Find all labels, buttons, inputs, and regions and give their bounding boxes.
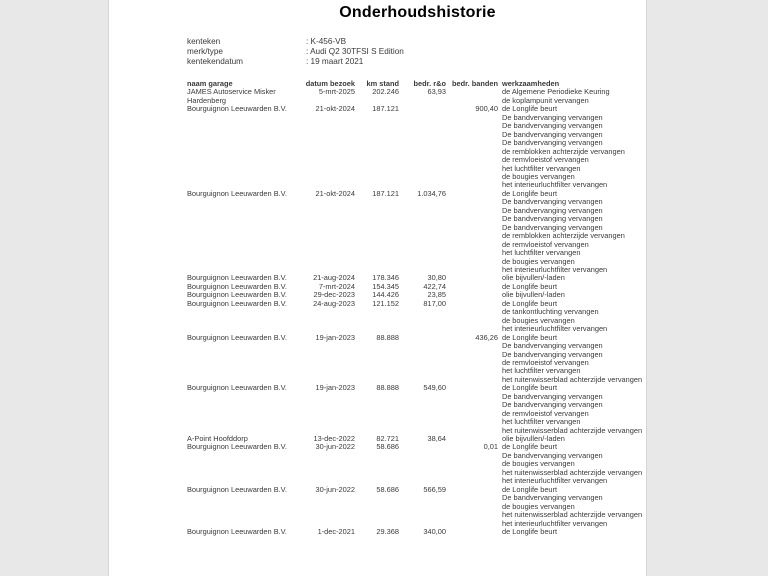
work-items bbox=[502, 300, 647, 334]
table-row bbox=[187, 105, 647, 190]
kentekendatum-label: kentekendatum bbox=[187, 57, 243, 66]
work-item: de bougies vervangen bbox=[502, 256, 575, 266]
work-item: de remvloeistof vervangen bbox=[502, 357, 589, 367]
visit-date: 5-mrt-2025 bbox=[318, 87, 355, 97]
garage-name: Bourguignon Leeuwarden B.V. bbox=[187, 290, 287, 300]
garage-name: Bourguignon Leeuwarden B.V. bbox=[187, 188, 287, 198]
amount-ro: 23,85 bbox=[427, 290, 446, 300]
kentekendatum-value: : 19 maart 2021 bbox=[306, 57, 364, 66]
km-reading: 82.721 bbox=[376, 434, 399, 444]
work-item: De bandvervanging vervangen bbox=[502, 450, 603, 460]
amount-banden: 900,40 bbox=[475, 104, 498, 114]
amount-ro: 38,64 bbox=[427, 434, 446, 444]
work-item: de Longlife beurt bbox=[502, 104, 558, 114]
work-item: De bandvervanging vervangen bbox=[502, 349, 603, 359]
work-item: de koplampunit vervangen bbox=[502, 95, 589, 105]
visit-date: 21-aug-2024 bbox=[313, 273, 355, 283]
km-reading: 144.426 bbox=[372, 290, 399, 300]
amount-ro: 817,00 bbox=[423, 298, 446, 308]
work-item: het ruitenwisserblad achterzijde vervangen bbox=[502, 467, 643, 477]
garage-name: Bourguignon Leeuwarden B.V. bbox=[187, 281, 287, 291]
km-reading: 58.686 bbox=[376, 484, 399, 494]
info-row-merktype bbox=[187, 47, 647, 57]
work-items bbox=[502, 528, 647, 536]
visit-date: 1-dec-2021 bbox=[317, 527, 355, 537]
maintenance-history-table bbox=[187, 80, 647, 536]
km-reading: 202.246 bbox=[372, 87, 399, 97]
km-reading: 29.368 bbox=[376, 527, 399, 537]
work-item: olie bijvullen/-laden bbox=[502, 290, 565, 300]
table-row bbox=[187, 443, 647, 485]
work-item: het luchtfilter vervangen bbox=[502, 163, 581, 173]
table-body bbox=[187, 88, 647, 536]
work-item: het interieurluchtfilter vervangen bbox=[502, 518, 608, 528]
table-row bbox=[187, 384, 647, 435]
work-item: De bandvervanging vervangen bbox=[502, 121, 603, 131]
work-item: de remvloeistof vervangen bbox=[502, 155, 589, 165]
header-datum-bezoek: datum bezoek bbox=[305, 79, 355, 88]
amount-banden: 0,01 bbox=[483, 442, 498, 452]
km-reading: 88.888 bbox=[376, 332, 399, 342]
work-item: De bandvervanging vervangen bbox=[502, 197, 603, 207]
visit-date: 30-jun-2022 bbox=[315, 442, 355, 452]
garage-name: Bourguignon Leeuwarden B.V. bbox=[187, 383, 287, 393]
document-page bbox=[108, 0, 647, 576]
visit-date: 24-aug-2023 bbox=[313, 298, 355, 308]
amount-ro: 30,80 bbox=[427, 273, 446, 283]
work-item: de Longlife beurt bbox=[502, 281, 558, 291]
amount-ro: 63,93 bbox=[427, 87, 446, 97]
km-reading: 58.686 bbox=[376, 442, 399, 452]
garage-name: JAMES Autoservice Misker Hardenberg bbox=[187, 87, 276, 105]
amount-ro: 422,74 bbox=[423, 281, 446, 291]
visit-date: 19-jan-2023 bbox=[315, 383, 355, 393]
visit-date: 29-dec-2023 bbox=[313, 290, 355, 300]
work-item: De bandvervanging vervangen bbox=[502, 112, 603, 122]
visit-date: 21-okt-2024 bbox=[315, 104, 355, 114]
work-item: De bandvervanging vervangen bbox=[502, 341, 603, 351]
work-item: de bougies vervangen bbox=[502, 501, 575, 511]
merktype-value: : Audi Q2 30TFSI S Edition bbox=[306, 47, 404, 56]
work-item: het ruitenwisserblad achterzijde vervangen bbox=[502, 510, 643, 520]
km-reading: 187.121 bbox=[372, 104, 399, 114]
work-item: het interieurluchtfilter vervangen bbox=[502, 324, 608, 334]
work-item: De bandvervanging vervangen bbox=[502, 493, 603, 503]
work-items bbox=[502, 384, 647, 435]
garage-name: Bourguignon Leeuwarden B.V. bbox=[187, 298, 287, 308]
work-item: de remblokken achterzijde vervangen bbox=[502, 146, 625, 156]
visit-date: 7-mrt-2024 bbox=[318, 281, 355, 291]
garage-name: Bourguignon Leeuwarden B.V. bbox=[187, 484, 287, 494]
work-item: het interieurluchtfilter vervangen bbox=[502, 180, 608, 190]
kenteken-value: : K-456-VB bbox=[306, 37, 347, 46]
merktype-label: merk/type bbox=[187, 47, 223, 56]
work-item: De bandvervanging vervangen bbox=[502, 214, 603, 224]
work-item: de Longlife beurt bbox=[502, 442, 558, 452]
header-bedr-ro: bedr. r&o bbox=[413, 79, 446, 88]
garage-name: Bourguignon Leeuwarden B.V. bbox=[187, 332, 287, 342]
work-item: De bandvervanging vervangen bbox=[502, 205, 603, 215]
km-reading: 88.888 bbox=[376, 383, 399, 393]
work-items bbox=[502, 105, 647, 190]
work-items bbox=[502, 443, 647, 485]
work-item: de Longlife beurt bbox=[502, 484, 558, 494]
visit-date: 19-jan-2023 bbox=[315, 332, 355, 342]
table-row bbox=[187, 300, 647, 334]
visit-date: 21-okt-2024 bbox=[315, 188, 355, 198]
header-werkzaamheden: werkzaamheden bbox=[502, 79, 560, 88]
km-reading: 187.121 bbox=[372, 188, 399, 198]
page-title: Onderhoudshistorie bbox=[339, 4, 496, 21]
work-item: het luchtfilter vervangen bbox=[502, 248, 581, 258]
visit-date: 30-jun-2022 bbox=[315, 484, 355, 494]
work-items bbox=[502, 334, 647, 385]
work-item: de remblokken achterzijde vervangen bbox=[502, 231, 625, 241]
vehicle-info bbox=[187, 37, 647, 67]
work-item: de tankontluchting vervangen bbox=[502, 307, 599, 317]
table-row bbox=[187, 88, 647, 105]
work-items bbox=[502, 190, 647, 275]
work-item: de remvloeistof vervangen bbox=[502, 239, 589, 249]
km-reading: 178.346 bbox=[372, 273, 399, 283]
work-item: De bandvervanging vervangen bbox=[502, 129, 603, 139]
km-reading: 121.152 bbox=[372, 298, 399, 308]
work-item: De bandvervanging vervangen bbox=[502, 138, 603, 148]
amount-ro: 566,59 bbox=[423, 484, 446, 494]
work-item: de bougies vervangen bbox=[502, 459, 575, 469]
work-item: de remvloeistof vervangen bbox=[502, 408, 589, 418]
visit-date: 13-dec-2022 bbox=[313, 434, 355, 444]
km-reading: 154.345 bbox=[372, 281, 399, 291]
table-row bbox=[187, 190, 647, 275]
work-item: het ruitenwisserblad achterzijde vervangen bbox=[502, 374, 643, 384]
work-item: het ruitenwisserblad achterzijde vervangen bbox=[502, 425, 643, 435]
work-item: de bougies vervangen bbox=[502, 315, 575, 325]
work-item: De bandvervanging vervangen bbox=[502, 400, 603, 410]
work-item: de Algemene Periodieke Keuring bbox=[502, 87, 610, 97]
table-row bbox=[187, 486, 647, 528]
garage-name: A-Point Hoofddorp bbox=[187, 434, 248, 444]
amount-ro: 1.034,76 bbox=[417, 188, 446, 198]
work-item: de Longlife beurt bbox=[502, 332, 558, 342]
garage-name: Bourguignon Leeuwarden B.V. bbox=[187, 527, 287, 537]
work-item: olie bijvullen/-laden bbox=[502, 434, 565, 444]
info-row-kenteken bbox=[187, 37, 647, 47]
document-content bbox=[187, 0, 647, 536]
table-row bbox=[187, 334, 647, 385]
work-item: de Longlife beurt bbox=[502, 527, 558, 537]
work-item: de Longlife beurt bbox=[502, 188, 558, 198]
header-naam-garage: naam garage bbox=[187, 79, 233, 88]
info-row-kentekendatum bbox=[187, 57, 647, 67]
work-items bbox=[502, 486, 647, 528]
kenteken-label: kenteken bbox=[187, 37, 221, 46]
work-item: de bougies vervangen bbox=[502, 171, 575, 181]
header-km-stand: km stand bbox=[366, 79, 399, 88]
work-item: het luchtfilter vervangen bbox=[502, 417, 581, 427]
work-item: De bandvervanging vervangen bbox=[502, 391, 603, 401]
work-item: de Longlife beurt bbox=[502, 298, 558, 308]
garage-name: Bourguignon Leeuwarden B.V. bbox=[187, 442, 287, 452]
garage-name: Bourguignon Leeuwarden B.V. bbox=[187, 273, 287, 283]
work-items bbox=[502, 88, 647, 105]
header-bedr-banden: bedr. banden bbox=[452, 79, 498, 88]
work-item: het interieurluchtfilter vervangen bbox=[502, 264, 608, 274]
table-row bbox=[187, 528, 647, 536]
work-item: De bandvervanging vervangen bbox=[502, 222, 603, 232]
amount-ro: 340,00 bbox=[423, 527, 446, 537]
work-item: het interieurluchtfilter vervangen bbox=[502, 476, 608, 486]
garage-name: Bourguignon Leeuwarden B.V. bbox=[187, 104, 287, 114]
amount-banden: 436,26 bbox=[475, 332, 498, 342]
work-item: olie bijvullen/-laden bbox=[502, 273, 565, 283]
work-item: de Longlife beurt bbox=[502, 383, 558, 393]
amount-ro: 549,60 bbox=[423, 383, 446, 393]
work-item: het luchtfilter vervangen bbox=[502, 366, 581, 376]
